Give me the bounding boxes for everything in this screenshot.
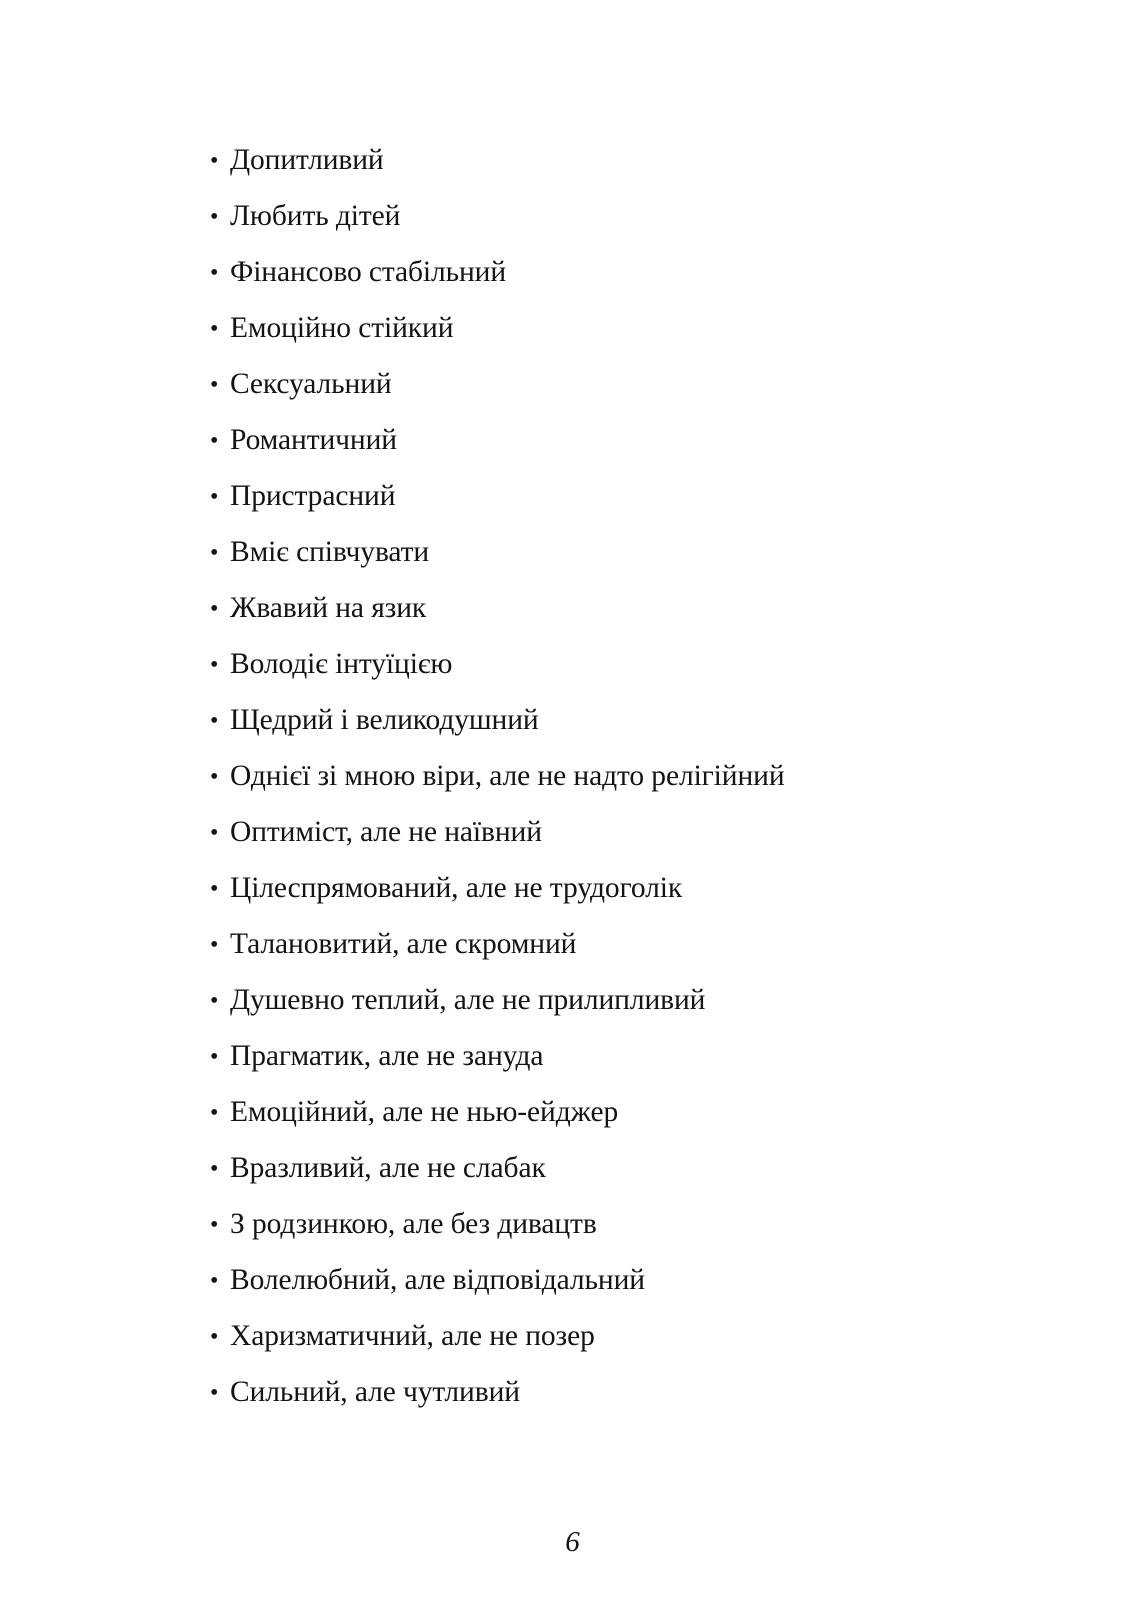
list-item-text: Однієї зі мною віри, але не надто релігійний: [230, 760, 785, 792]
bullet-icon: •: [210, 596, 219, 622]
list-item-text: З родзинкою, але без дивацтв: [230, 1208, 597, 1240]
list-item-text: Прагматик, але не зануда: [230, 1040, 544, 1072]
list-item: [210, 194, 785, 250]
list-item: [210, 306, 785, 362]
list-item: [210, 810, 785, 866]
list-item-text: Володіє інтуїцією: [230, 648, 453, 680]
list-item-text: Романтичний: [230, 424, 397, 456]
list-item-text: Щедрий і великодушний: [230, 704, 539, 736]
list-item: [210, 1258, 785, 1314]
list-item: [210, 1146, 785, 1202]
bullet-icon: •: [210, 1324, 219, 1350]
bullet-icon: •: [210, 764, 219, 790]
bullet-icon: •: [210, 204, 219, 230]
list-item-text: Емоційний, але не нью-ейджер: [230, 1096, 619, 1128]
list-item: [210, 362, 785, 418]
list-item-text: Душевно теплий, але не прилипливий: [230, 984, 706, 1016]
bullet-icon: •: [210, 1268, 219, 1294]
list-item: [210, 1202, 785, 1258]
list-item: [210, 754, 785, 810]
list-item-text: Оптиміст, але не наївний: [230, 816, 542, 848]
list-item-text: Сексуальний: [230, 368, 392, 400]
list-item: [210, 1314, 785, 1370]
list-item: [210, 922, 785, 978]
list-item: [210, 1090, 785, 1146]
list-item-text: Волелюбний, але відповідальний: [230, 1264, 645, 1296]
bullet-icon: •: [210, 1100, 219, 1126]
bullet-icon: •: [210, 148, 219, 174]
trait-list: [210, 138, 785, 1426]
bullet-icon: •: [210, 316, 219, 342]
bullet-icon: •: [210, 1044, 219, 1070]
list-item-text: Вразливий, але не слабак: [230, 1152, 546, 1184]
bullet-icon: •: [210, 708, 219, 734]
list-item: [210, 698, 785, 754]
list-item-text: Жвавий на язик: [230, 592, 427, 624]
list-item: [210, 1034, 785, 1090]
bullet-icon: •: [210, 428, 219, 454]
bullet-icon: •: [210, 820, 219, 846]
list-item-text: Любить дітей: [230, 200, 401, 232]
bullet-icon: •: [210, 260, 219, 286]
list-item: [210, 530, 785, 586]
bullet-icon: •: [210, 1156, 219, 1182]
list-item: [210, 586, 785, 642]
list-item-text: Харизматичний, але не позер: [230, 1320, 595, 1352]
list-item-text: Емоційно стійкий: [230, 312, 454, 344]
list-item: [210, 866, 785, 922]
list-item-text: Талановитий, але скромний: [230, 928, 577, 960]
list-item: [210, 642, 785, 698]
bullet-icon: •: [210, 1212, 219, 1238]
bullet-icon: •: [210, 1380, 219, 1406]
bullet-icon: •: [210, 484, 219, 510]
list-item: [210, 250, 785, 306]
list-item-text: Вміє співчувати: [230, 536, 430, 568]
list-item-text: Сильний, але чутливий: [230, 1376, 520, 1408]
list-item: [210, 138, 785, 194]
list-item: [210, 978, 785, 1034]
list-item-text: Пристрасний: [230, 480, 396, 512]
list-item: [210, 474, 785, 530]
bullet-icon: •: [210, 372, 219, 398]
list-item-text: Допитливий: [230, 144, 384, 176]
list-item-text: Фінансово стабільний: [230, 256, 507, 288]
bullet-icon: •: [210, 876, 219, 902]
list-item: [210, 1370, 785, 1426]
list-item: [210, 418, 785, 474]
bullet-icon: •: [210, 932, 219, 958]
list-item-text: Цілеспрямований, але не трудоголік: [230, 872, 683, 904]
bullet-icon: •: [210, 540, 219, 566]
page-number: 6: [565, 1526, 580, 1558]
bullet-icon: •: [210, 988, 219, 1014]
bullet-icon: •: [210, 652, 219, 678]
